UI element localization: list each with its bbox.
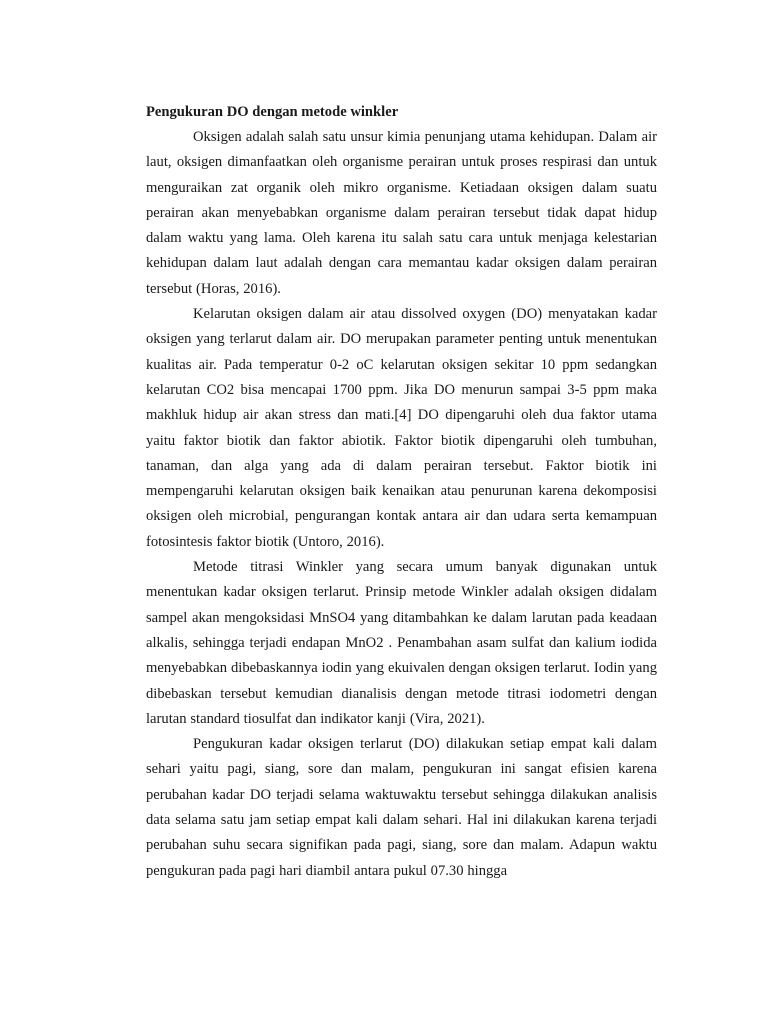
paragraph-4: Pengukuran kadar oksigen terlarut (DO) dilakukan setiap empat kali dalam sehari yaitu pagi, siang, sore dan malam, pengukuran ini sangat efisien karena perubahan kadar DO terjadi selama waktuwaktu tersebut sehingga dilakukan analisis data selama satu jam setiap empat kali dalam sehari. Hal ini dilakukan karena terjadi perubahan suhu secara signifikan pada pagi, siang, sore dan malam. Adapun waktu pengukuran pada pagi hari diambil antara pukul 07.30 hingga — [146, 736, 657, 879]
section-heading: Pengukuran DO dengan metode winkler — [146, 104, 399, 120]
paragraph-2: Kelarutan oksigen dalam air atau dissolved oxygen (DO) menyatakan kadar oksigen yang terlarut dalam air. DO merupakan parameter penting untuk menentukan kualitas air. Pada temperatur 0-2 oC kelarutan oksigen sekitar 10 ppm sedangkan kelarutan CO2 bisa mencapai 1700 ppm. Jika DO menurun sampai 3-5 ppm maka makhluk hidup air akan stress dan mati.[4] DO dipengaruhi oleh dua faktor utama yaitu faktor biotik dan faktor abiotik. Faktor biotik dipengaruhi oleh tumbuhan, tanaman, dan alga yang ada di dalam perairan tersebut. Faktor biotik ini mempengaruhi kelarutan oksigen baik kenaikan atau penurunan karena dekomposisi oksigen oleh microbial, pengurangan kontak antara air dan udara serta kemampuan fotosintesis faktor biotik (Untoro, 2016). — [146, 306, 657, 550]
paragraph-1: Oksigen adalah salah satu unsur kimia penunjang utama kehidupan. Dalam air laut, oksigen dimanfaatkan oleh organisme perairan untuk proses respirasi dan untuk menguraikan zat organik oleh mikro organisme. Ketiadaan oksigen dalam suatu perairan akan menyebabkan organisme dalam perairan tersebut tidak dapat hidup dalam waktu yang lama. Oleh karena itu salah satu cara untuk menjaga kelestarian kehidupan dalam laut adalah dengan cara memantau kadar oksigen dalam perairan tersebut (Horas, 2016). — [146, 129, 657, 297]
document-body — [146, 100, 657, 884]
paragraph-3: Metode titrasi Winkler yang secara umum banyak digunakan untuk menentukan kadar oksigen terlarut. Prinsip metode Winkler adalah oksigen didalam sampel akan mengoksidasi MnSO4 yang ditambahkan ke dalam larutan pada keadaan alkalis, sehingga terjadi endapan MnO2 . Penambahan asam sulfat dan kalium iodida menyebabkan dibebaskannya iodin yang ekuivalen dengan oksigen terlarut. Iodin yang dibebaskan tersebut kemudian dianalisis dengan metode titrasi iodometri dengan larutan standard tiosulfat dan indikator kanji (Vira, 2021). — [146, 559, 657, 727]
